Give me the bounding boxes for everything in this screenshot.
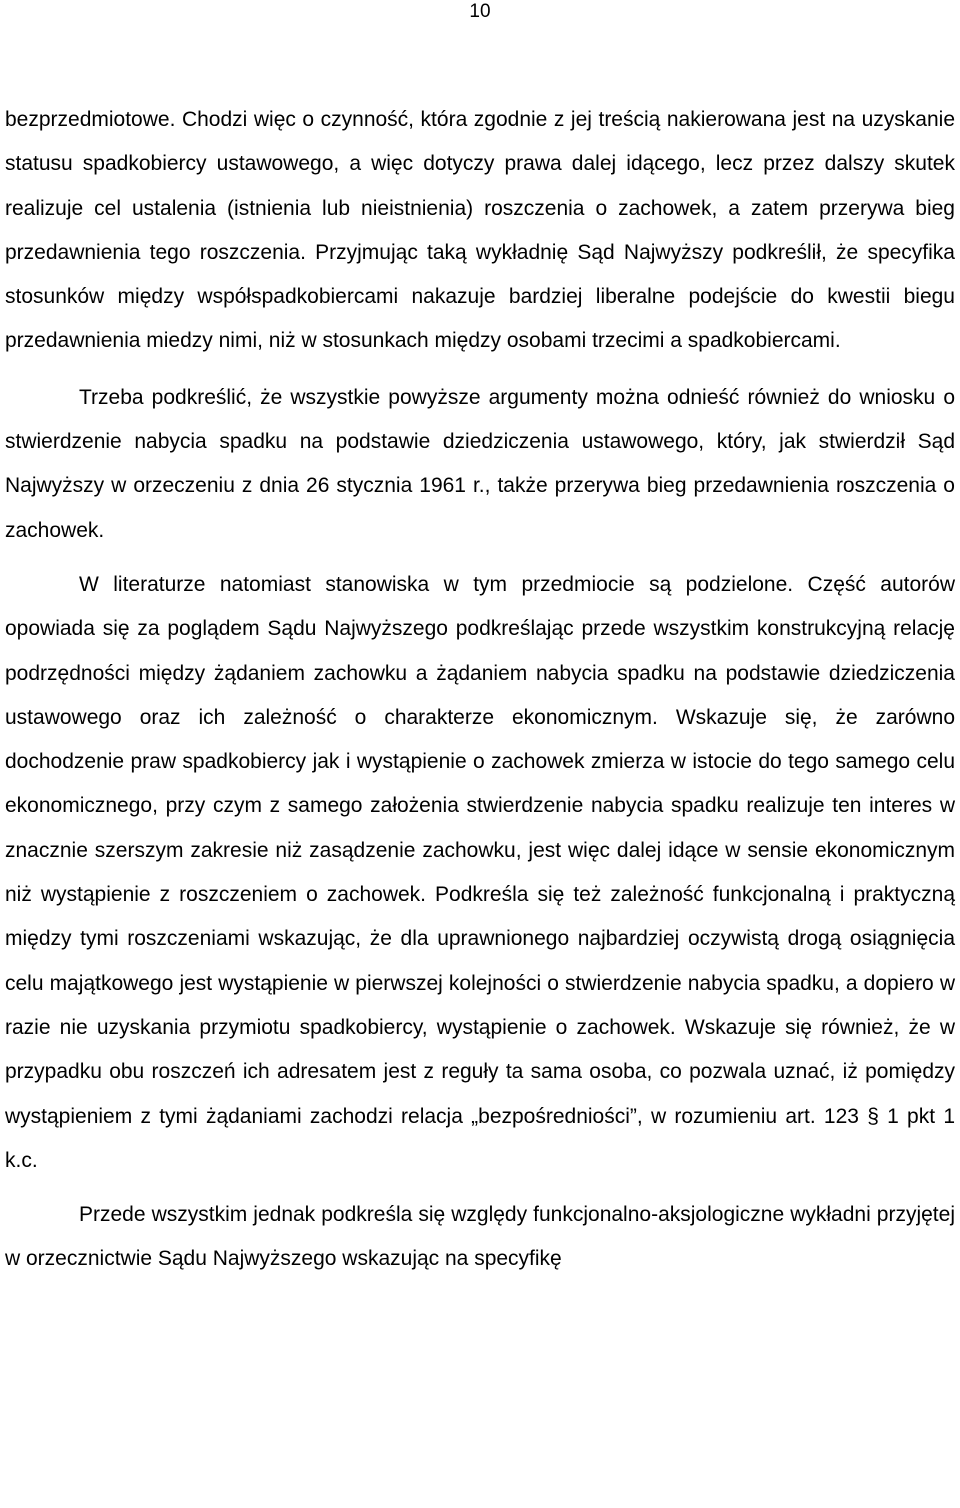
paragraph-literature: W literaturze natomiast stanowiska w tym przedmiocie są podzielone. Część autorów opowiada się za poglądem Sądu Najwyższego podkreślając przede wszystkim konstrukcyjną relację podrzędności między żądaniem zachowku a żądaniem nabycia spadku na podstawie dziedziczenia ustawowego oraz ich zależność o charakterze ekonomicznym. Wskazuje się, że zarówno dochodzenie praw spadkobiercy jak i wystąpienie o zachowek zmierza w istocie do tego samego celu ekonomicznego, przy czym z samego założenia stwierdzenie nabycia spadku realizuje ten interes w znacznie szerszym zakresie niż zasądzenie zachowku, jest więc dalej idące w sensie ekonomicznym niż wystąpienie z roszczeniem o zachowek. Podkreśla się też zależność funkcjonalną i praktyczną między tymi roszczeniami wskazując, że dla uprawnionego najbardziej oczywistą drogą osiągnięcia celu majątkowego jest wystąpienie w pierwszej kolejności o stwierdzenie nabycia spadku, a dopiero w razie nie uzyskania przymiotu spadkobiercy, wystąpienie o zachowek. Wskazuje się również, że w przypadku obu roszczeń ich adresatem jest z reguły ta sama osoba, co pozwala uznać, iż pomiędzy wystąpieniem z tymi żądaniami zachodzi relacja „bezpośredniości”, w rozumieniu art. 123 § 1 pkt 1 k.c. — [5, 572, 955, 1172]
paragraph-continuation: bezprzedmiotowe. Chodzi więc o czynność, która zgodnie z jej treścią nakierowana jest na uzyskanie statusu spadkobiercy ustawowego, a więc dotyczy prawa dalej idącego, lecz przez dalszy skutek realizuje cel ustalenia (istnienia lub nieistnienia) roszczenia o zachowek, a zatem przerywa bieg przedawnienia tego roszczenia. Przyjmując taką wykładnię Sąd Najwyższy podkreślił, że specyfika stosunków między współspadkobiercami nakazuje bardziej liberalne podejście do kwestii biegu przedawnienia miedzy nimi, niż w stosunkach między osobami trzecimi a spadkobiercami. — [5, 108, 955, 353]
page-number: 10 — [469, 1, 491, 22]
paragraph-functional: Przede wszystkim jednak podkreśla się względy funkcjonalno-aksjologiczne wykładni przyjętej w orzecznictwie Sądu Najwyższego wskazując na specyfikę — [5, 1203, 955, 1271]
document-body — [5, 98, 955, 1282]
paragraph-argument: Trzeba podkreślić, że wszystkie powyższe argumenty można odnieść również do wniosku o stwierdzenie nabycia spadku na podstawie dziedziczenia ustawowego, który, jak stwierdził Sąd Najwyższy w orzeczeniu z dnia 26 stycznia 1961 r., także przerywa bieg przedawnienia roszczenia o zachowek. — [5, 385, 955, 542]
